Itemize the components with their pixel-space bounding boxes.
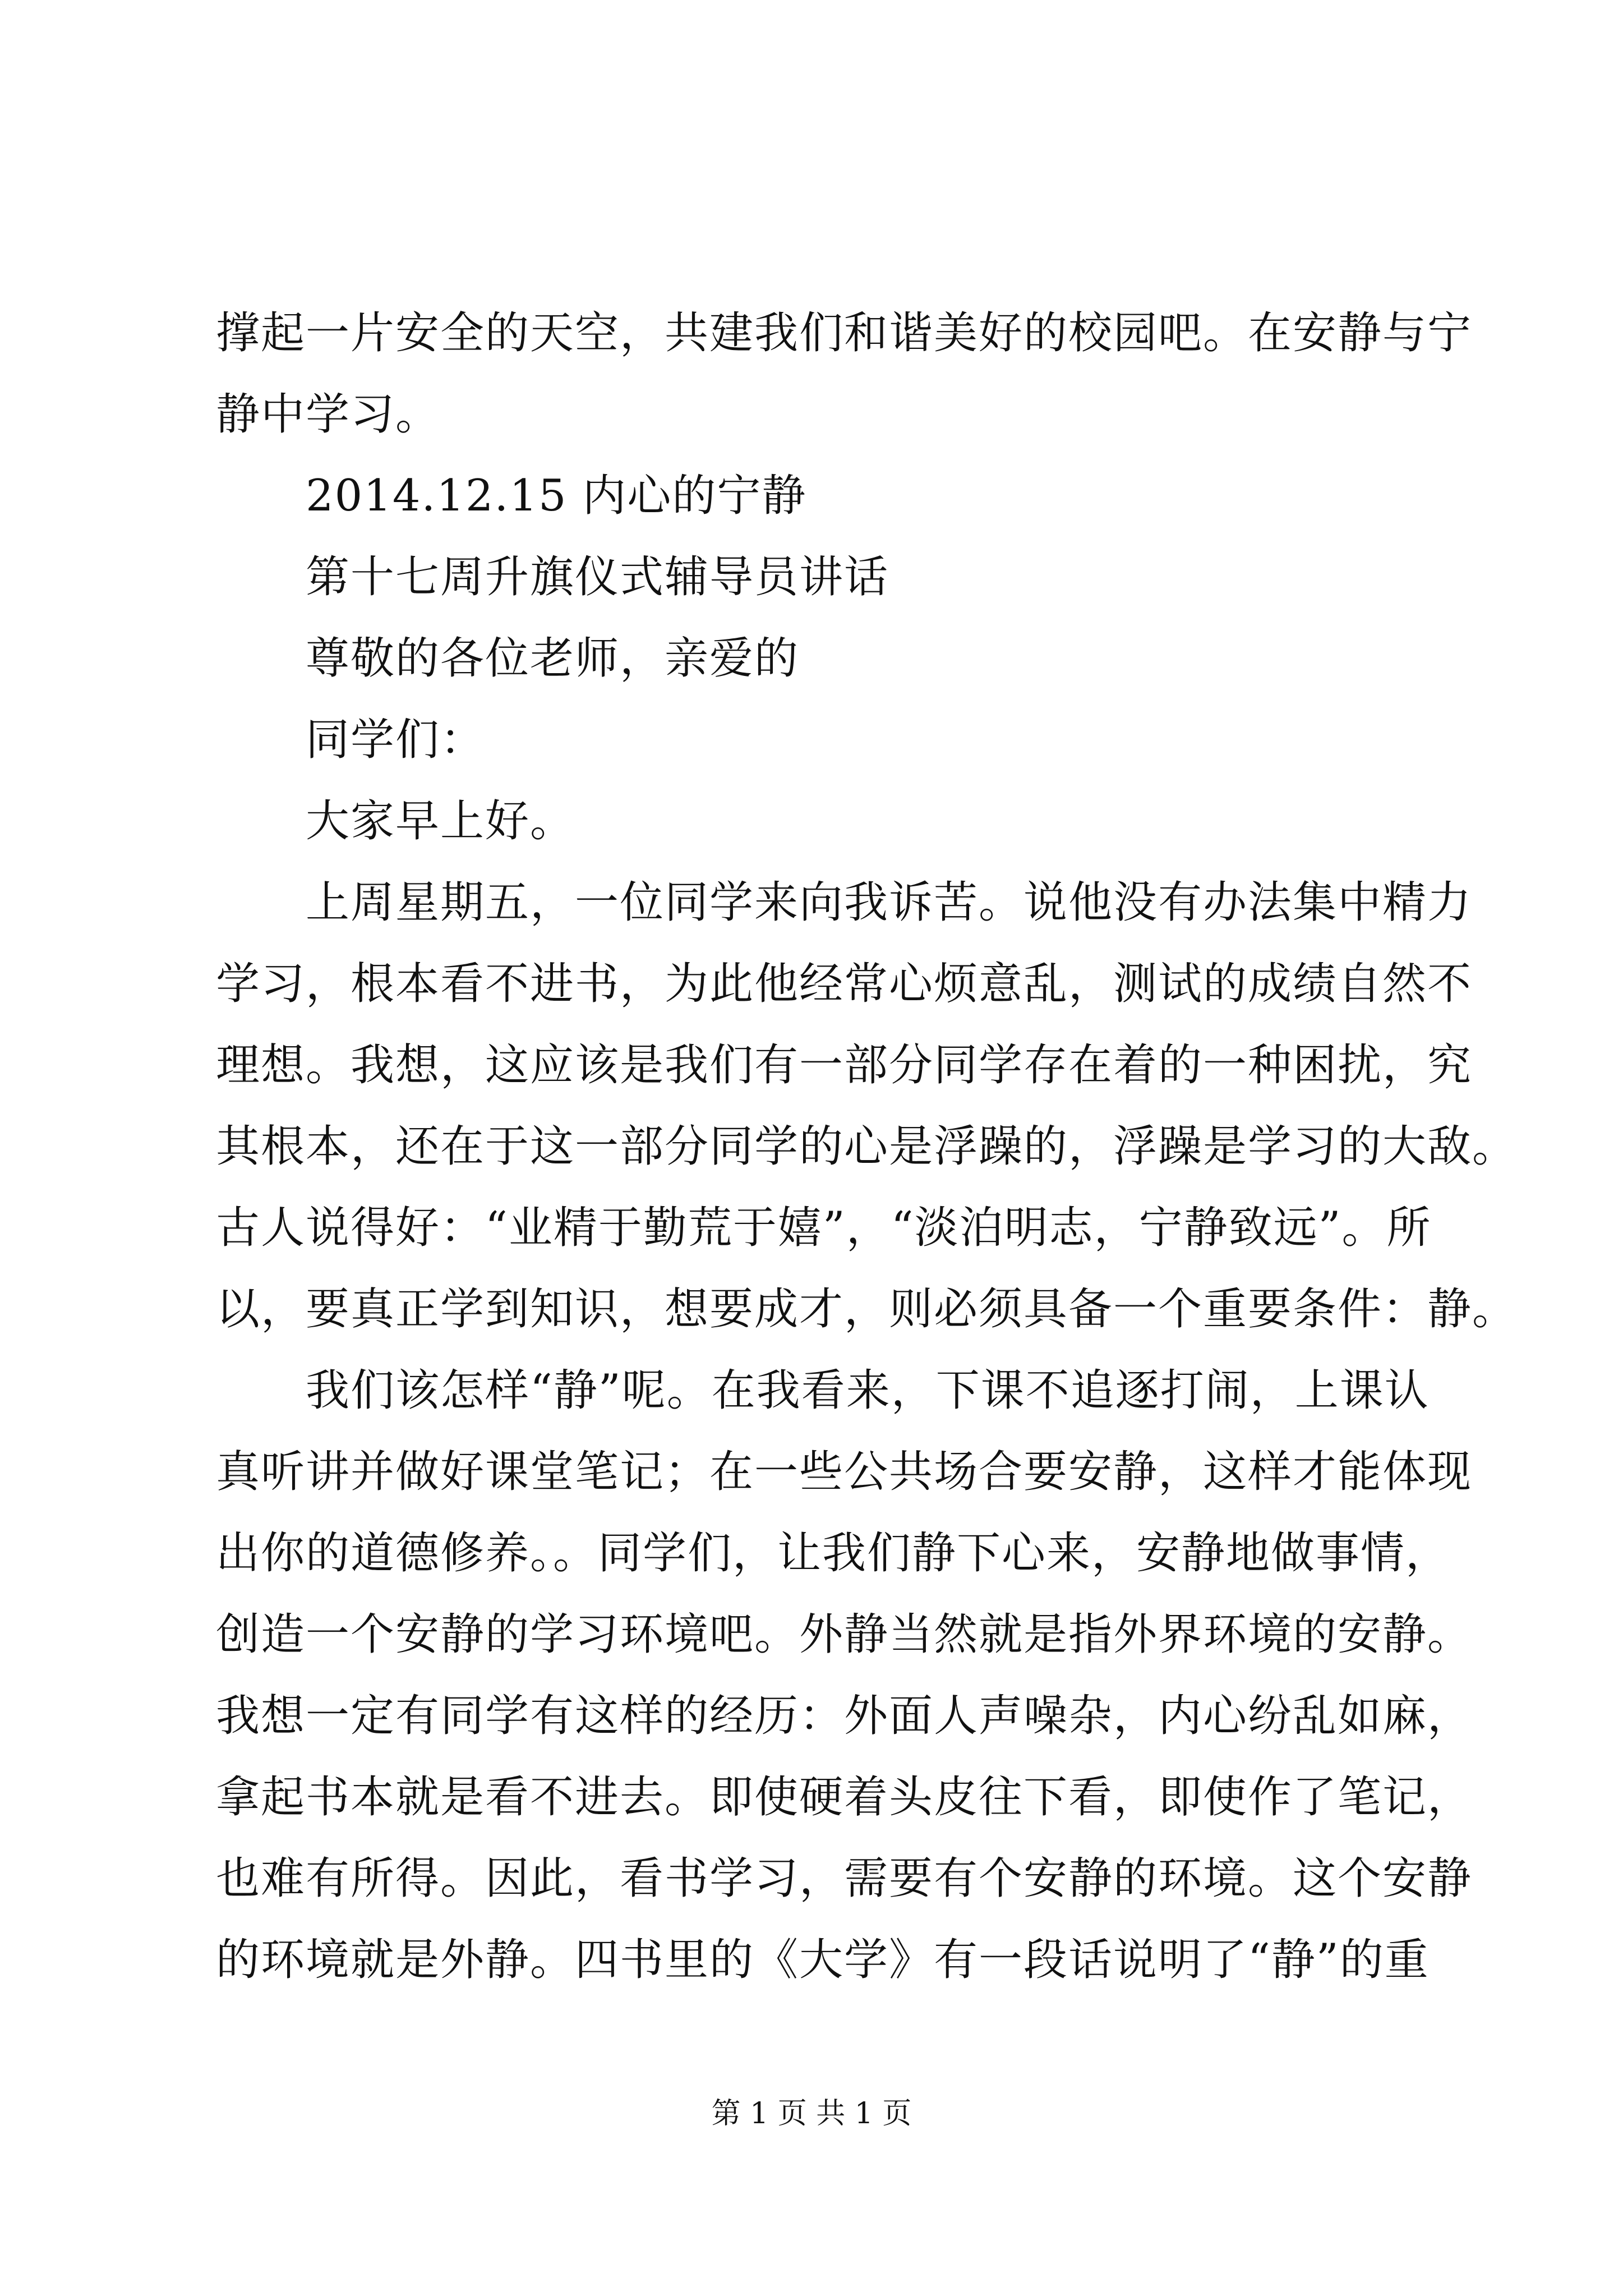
- paragraph-line: 出你的道德修养。。同学们，让我们静下心来，安静地做事情，: [216, 1528, 1451, 1579]
- greeting-line: 同学们：: [306, 715, 486, 765]
- paragraph-line: 我想一定有同学有这样的经历：外面人声噪杂，内心纷乱如麻，: [216, 1691, 1473, 1741]
- text-line: 撑起一片安全的天空，共建我们和谐美好的校园吧。在安静与宁: [216, 308, 1473, 358]
- paragraph-line: 其根本，还在于这一部分同学的心是浮躁的，浮躁是学习的大敌。: [216, 1121, 1518, 1172]
- paragraph-line: 创造一个安静的学习环境吧。外静当然就是指外界环境的安静。: [216, 1609, 1473, 1660]
- paragraph-line: 拿起书本就是看不进去。即使硬着头皮往下看，即使作了笔记，: [216, 1772, 1473, 1823]
- paragraph-line: 我们该怎样“静”呢。在我看来，下课不追逐打闹，上课认: [306, 1365, 1430, 1416]
- page-number-footer: 第 1 页 共 1 页: [711, 2097, 912, 2131]
- paragraph-line: 真听讲并做好课堂笔记；在一些公共场合要安静，这样才能体现: [216, 1447, 1473, 1497]
- paragraph-line: 也难有所得。因此，看书学习，需要有个安静的环境。这个安静: [216, 1853, 1473, 1904]
- speech-title: 第十七周升旗仪式辅导员讲话: [306, 552, 889, 602]
- greeting-line: 大家早上好。: [306, 796, 575, 846]
- paragraph-line: 以，要真正学到知识，想要成才，则必须具备一个重要条件：静。: [216, 1284, 1518, 1335]
- paragraph-line: 理想。我想，这应该是我们有一部分同学存在着的一种困扰，究: [216, 1040, 1473, 1091]
- text-line: 静中学习。: [216, 389, 441, 440]
- section-date-title: 2014.12.15 内心的宁静: [306, 471, 807, 521]
- paragraph-line: 学习，根本看不进书，为此他经常心烦意乱，测试的成绩自然不: [216, 959, 1473, 1009]
- paragraph-line: 古人说得好：“业精于勤荒于嬉”，“淡泊明志，宁静致远”。所: [216, 1203, 1432, 1253]
- paragraph-line: 的环境就是外静。四书里的《大学》有一段话说明了“静”的重: [216, 1935, 1430, 1985]
- paragraph-line: 上周星期五，一位同学来向我诉苦。说他没有办法集中精力: [306, 877, 1473, 928]
- greeting-line: 尊敬的各位老师，亲爱的: [306, 633, 800, 684]
